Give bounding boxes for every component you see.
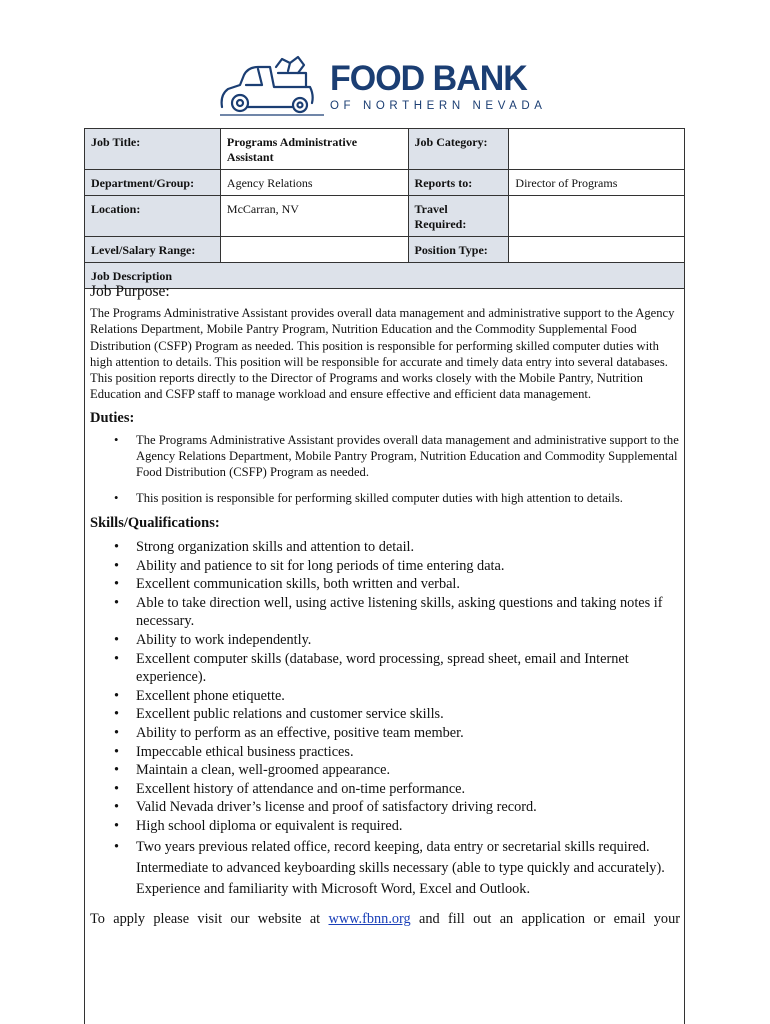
job-purpose-text: The Programs Administrative Assistant provides overall data management and administrative support to the Agency Relations Department, Mobile Pantry Program, Nutrition Education and the Commodity Supplemental Food Distribution (CSFP) Program as needed. This position is responsible for performing skilled computer duties with high attention to details. This position will be responsible for accurate and timely data entry into several databases. This position reports directly to the Director of Programs and works closely with the Mobile Pantry, Nutrition Education and CSFP staff to manage workload and ensure effective and efficient data management. bbox=[90, 306, 675, 402]
department-label: Department/Group: bbox=[85, 170, 221, 196]
skill-item: • Excellent communication skills, both written and verbal. bbox=[90, 575, 680, 594]
skill-item: • Excellent public relations and customer service skills. bbox=[90, 705, 680, 724]
salary-range-label: Level/Salary Range: bbox=[85, 237, 221, 263]
job-purpose-heading: Job Purpose: bbox=[90, 283, 170, 300]
duties-heading: Duties: bbox=[90, 409, 135, 426]
duty-item: • The Programs Administrative Assistant provides overall data management and administrative support to the Agency Relations Department, Mobile Pantry Program, Nutrition Education and Commodity Supplemental Food Distribution (CSFP) Program as needed. bbox=[90, 432, 680, 481]
skill-item: • High school diploma or equivalent is required. bbox=[90, 817, 680, 836]
truck-icon bbox=[218, 55, 328, 119]
reports-to-label: Reports to: bbox=[408, 170, 509, 196]
skill-item: • Ability to perform as an effective, positive team member. bbox=[90, 724, 680, 743]
skill-item: • Ability to work independently. bbox=[90, 631, 680, 650]
website-link[interactable]: www.fbnn.org bbox=[328, 911, 411, 928]
skill-item: • Strong organization skills and attention to detail. bbox=[90, 538, 680, 557]
skills-list bbox=[90, 538, 680, 901]
job-info-table bbox=[84, 128, 685, 289]
job-category-value bbox=[509, 129, 685, 170]
logo-subtitle: OF NORTHERN NEVADA bbox=[330, 100, 547, 112]
skill-item: • Impeccable ethical business practices. bbox=[90, 743, 680, 762]
skill-item: • Excellent computer skills (database, word processing, spread sheet, email and Internet experience). bbox=[90, 650, 680, 687]
skill-item: • Valid Nevada driver’s license and proof of satisfactory driving record. bbox=[90, 798, 680, 817]
skill-item: • Maintain a clean, well-groomed appearance. bbox=[90, 761, 680, 780]
apply-text-before: To apply please visit our website at bbox=[90, 911, 329, 928]
travel-required-value bbox=[509, 196, 685, 237]
position-type-label: Position Type: bbox=[408, 237, 509, 263]
duty-item: • This position is responsible for performing skilled computer duties with high attention to details. bbox=[90, 490, 680, 506]
job-content bbox=[90, 283, 680, 928]
job-title-label: Job Title: bbox=[85, 129, 221, 170]
skill-item: • Excellent phone etiquette. bbox=[90, 687, 680, 706]
skill-item: • Two years previous related office, record keeping, data entry or secretarial skills required. Intermediate to advanced keyboarding skills necessary (able to type quickly and accurately). Experience and familiarity with Microsoft Word, Excel and Outlook. bbox=[90, 837, 680, 900]
logo-title: FOOD BANK bbox=[330, 59, 527, 98]
department-value: Agency Relations bbox=[220, 170, 408, 196]
duties-list bbox=[90, 432, 680, 506]
apply-instructions bbox=[90, 910, 680, 928]
position-type-value bbox=[509, 237, 685, 263]
location-label: Location: bbox=[85, 196, 221, 237]
skills-heading: Skills/Qualifications: bbox=[90, 514, 220, 531]
apply-text-after: and fill out an application or email your bbox=[410, 911, 680, 928]
job-description-header: Job Description bbox=[85, 263, 685, 289]
job-title-value: Programs Administrative Assistant bbox=[220, 129, 408, 170]
salary-range-value bbox=[220, 237, 408, 263]
skill-item: • Excellent history of attendance and on-time performance. bbox=[90, 780, 680, 799]
location-value: McCarran, NV bbox=[220, 196, 408, 237]
food-bank-logo bbox=[218, 55, 548, 119]
job-category-label: Job Category: bbox=[408, 129, 509, 170]
skill-item: • Able to take direction well, using active listening skills, asking questions and taking notes if necessary. bbox=[90, 594, 680, 631]
reports-to-value: Director of Programs bbox=[509, 170, 685, 196]
skill-item: • Ability and patience to sit for long periods of time entering data. bbox=[90, 557, 680, 576]
travel-required-label: Travel Required: bbox=[408, 196, 509, 237]
